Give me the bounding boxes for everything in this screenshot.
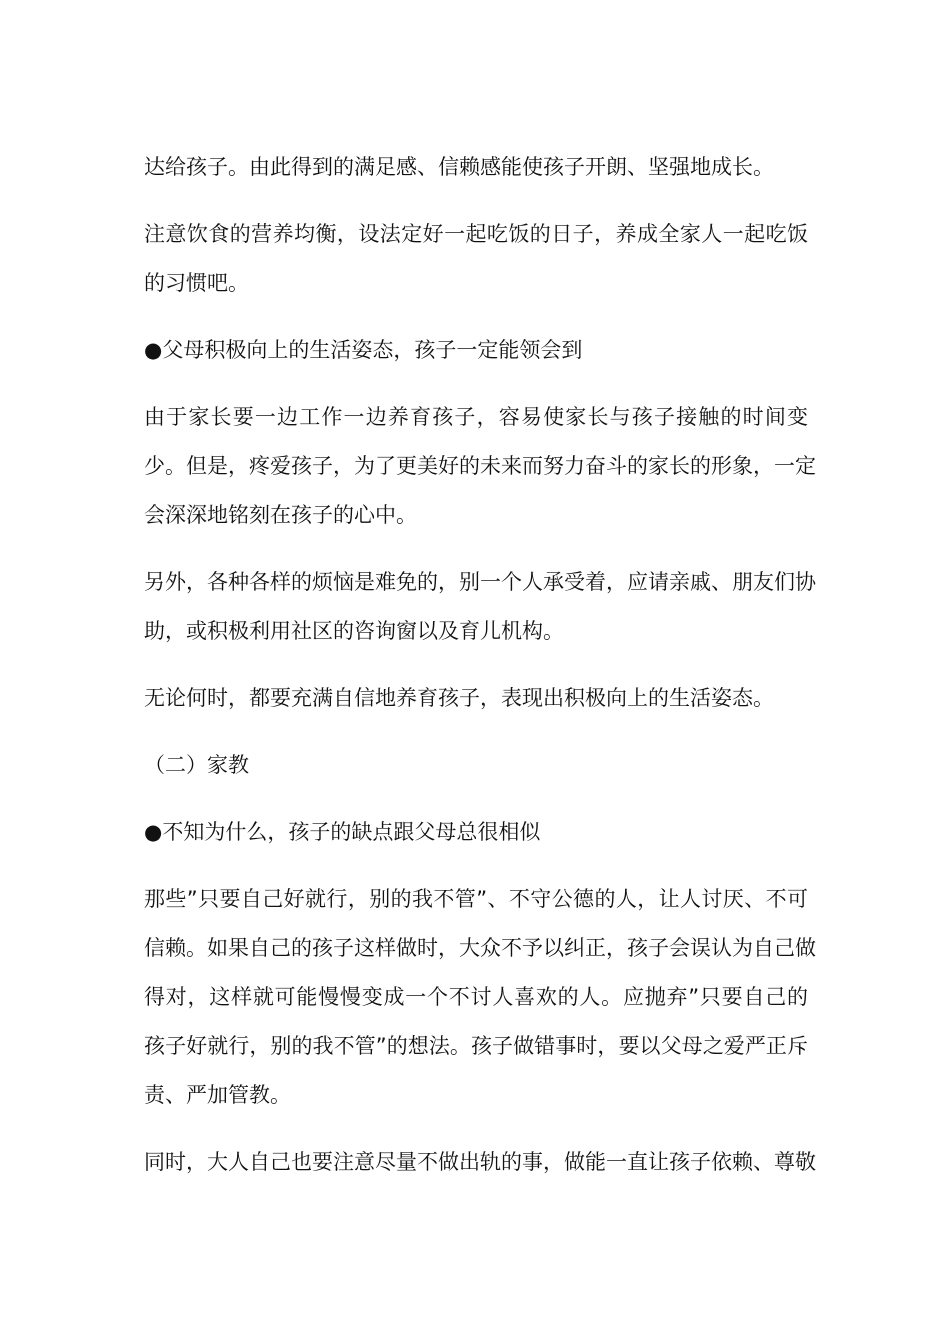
paragraph-2-line-2: 的习惯吧。 — [144, 271, 249, 295]
paragraph-5-line-2: 助，或积极利用社区的咨询窗以及育儿机构。 — [144, 619, 564, 643]
paragraph-4-line-2: 少。但是，疼爱孩子，为了更美好的未来而努力奋斗的家长的形象，一定 — [144, 454, 816, 478]
paragraph-9-line-2: 信赖。如果自己的孩子这样做时，大众不予以纠正，孩子会误认为自己做 — [144, 936, 816, 960]
paragraph-5-line-1: 另外，各种各样的烦恼是难免的，别一个人承受着，应请亲戚、朋友们协 — [144, 570, 816, 594]
paragraph-9-line-1: 那些”只要自己好就行，别的我不管”、不守公德的人，让人讨厌、不可 — [144, 887, 808, 911]
paragraph-2-line-1: 注意饮食的营养均衡，设法定好一起吃饭的日子，养成全家人一起吃饭 — [144, 222, 808, 246]
paragraph-6-line-1: 无论何时，都要充满自信地养育孩子，表现出积极向上的生活姿态。 — [144, 686, 774, 710]
paragraph-4-line-1: 由于家长要一边工作一边养育孩子，容易使家长与孩子接触的时间变 — [144, 405, 808, 429]
paragraph-10-line-1: 同时，大人自己也要注意尽量不做出轨的事，做能一直让孩子依赖、尊敬 — [144, 1150, 816, 1174]
section-title-family-education: （二）家教 — [144, 753, 249, 777]
section-heading-parents-attitude: ●父母积极向上的生活姿态，孩子一定能领会到 — [144, 338, 583, 362]
paragraph-9-line-3: 得对，这样就可能慢慢变成一个不讨人喜欢的人。应抛弃”只要自己的 — [144, 985, 808, 1009]
section-heading-child-faults: ●不知为什么，孩子的缺点跟父母总很相似 — [144, 820, 541, 844]
paragraph-1-line-1: 达给孩子。由此得到的满足感、信赖感能使孩子开朗、坚强地成长。 — [144, 155, 774, 179]
paragraph-4-line-3: 会深深地铭刻在孩子的心中。 — [144, 503, 417, 527]
paragraph-9-line-5: 责、严加管教。 — [144, 1083, 291, 1107]
paragraph-9-line-4: 孩子好就行，别的我不管”的想法。孩子做错事时，要以父母之爱严正斥 — [144, 1034, 808, 1058]
